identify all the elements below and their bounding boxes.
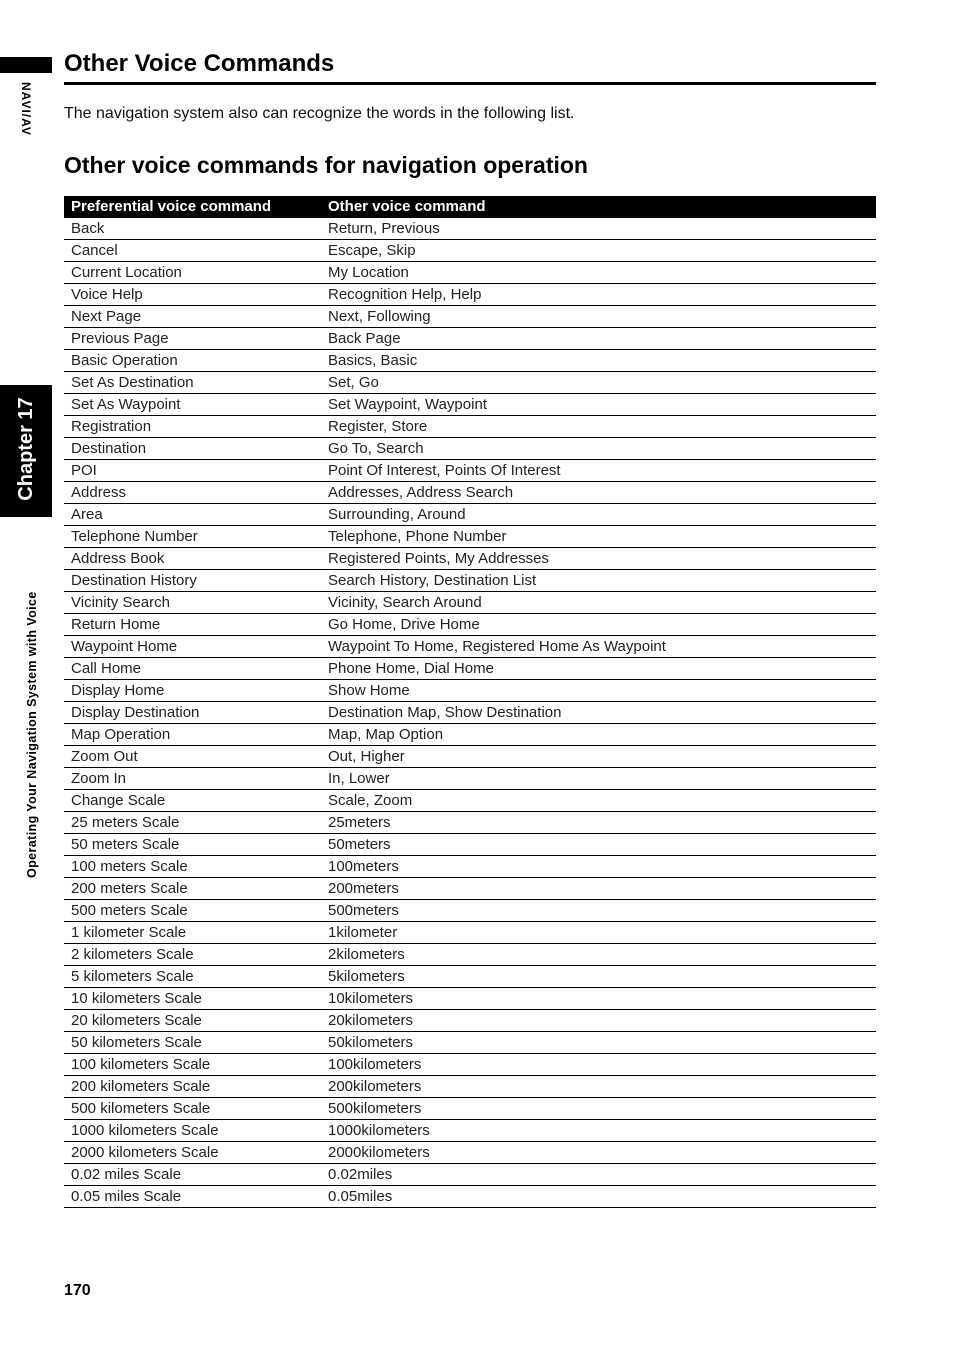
other-command-cell: 25meters [321, 812, 876, 834]
other-command-cell: Telephone, Phone Number [321, 526, 876, 548]
table-row [64, 372, 876, 394]
other-command-cell: 2kilometers [321, 944, 876, 966]
preferential-command-cell: Area [64, 504, 321, 526]
chapter-label: Chapter 17 [15, 397, 37, 501]
other-command-cell: 500meters [321, 900, 876, 922]
preferential-command-cell: 0.02 miles Scale [64, 1164, 321, 1186]
preferential-command-cell: 2 kilometers Scale [64, 944, 321, 966]
preferential-command-cell: Change Scale [64, 790, 321, 812]
other-command-cell: Waypoint To Home, Registered Home As Waypoint [321, 636, 876, 658]
preferential-command-cell: 200 meters Scale [64, 878, 321, 900]
table-row [64, 328, 876, 350]
preferential-command-cell: 200 kilometers Scale [64, 1076, 321, 1098]
table-row [64, 1142, 876, 1164]
page-title: Other Voice Commands [64, 48, 876, 85]
other-command-cell: 0.02miles [321, 1164, 876, 1186]
chapter-tab [0, 385, 52, 517]
preferential-command-cell: Current Location [64, 262, 321, 284]
other-command-cell: Escape, Skip [321, 240, 876, 262]
preferential-command-cell: Map Operation [64, 724, 321, 746]
other-command-cell: 5kilometers [321, 966, 876, 988]
other-command-cell: Return, Previous [321, 218, 876, 240]
preferential-command-cell: Address [64, 482, 321, 504]
table-row [64, 416, 876, 438]
table-row [64, 218, 876, 240]
preferential-command-cell: Next Page [64, 306, 321, 328]
other-command-cell: Go Home, Drive Home [321, 614, 876, 636]
other-command-cell: Next, Following [321, 306, 876, 328]
preferential-command-cell: Return Home [64, 614, 321, 636]
preferential-command-cell: 1 kilometer Scale [64, 922, 321, 944]
preferential-command-cell: Back [64, 218, 321, 240]
intro-text: The navigation system also can recognize the words in the following list. [64, 105, 575, 122]
preferential-command-cell: Zoom Out [64, 746, 321, 768]
table-row [64, 1164, 876, 1186]
table-row [64, 592, 876, 614]
table-row [64, 240, 876, 262]
other-command-cell: Phone Home, Dial Home [321, 658, 876, 680]
preferential-command-cell: POI [64, 460, 321, 482]
preferential-command-cell: Waypoint Home [64, 636, 321, 658]
table-row [64, 306, 876, 328]
table-row [64, 284, 876, 306]
preferential-command-cell: 25 meters Scale [64, 812, 321, 834]
other-command-cell: In, Lower [321, 768, 876, 790]
section-label: Operating Your Navigation System with Voice [25, 591, 39, 878]
preferential-command-cell: Zoom In [64, 768, 321, 790]
table-row [64, 856, 876, 878]
preferential-command-cell: Voice Help [64, 284, 321, 306]
other-command-cell: Recognition Help, Help [321, 284, 876, 306]
other-command-cell: Back Page [321, 328, 876, 350]
other-command-cell: 50meters [321, 834, 876, 856]
other-command-cell: Search History, Destination List [321, 570, 876, 592]
other-command-cell: 0.05miles [321, 1186, 876, 1208]
table-row [64, 1120, 876, 1142]
preferential-command-cell: 100 meters Scale [64, 856, 321, 878]
section-title: Other voice commands for navigation operation [64, 152, 588, 178]
table-row [64, 988, 876, 1010]
table-row [64, 768, 876, 790]
other-command-cell: 20kilometers [321, 1010, 876, 1032]
other-command-cell: Out, Higher [321, 746, 876, 768]
sidebar-navi-label: NAVI/AV [19, 82, 33, 136]
table-row [64, 482, 876, 504]
voice-commands-table [64, 196, 876, 1208]
other-command-cell: 1000kilometers [321, 1120, 876, 1142]
table-row [64, 636, 876, 658]
preferential-command-cell: 2000 kilometers Scale [64, 1142, 321, 1164]
table-row [64, 790, 876, 812]
other-command-cell: Addresses, Address Search [321, 482, 876, 504]
preferential-command-cell: 50 meters Scale [64, 834, 321, 856]
preferential-command-cell: 50 kilometers Scale [64, 1032, 321, 1054]
table-row [64, 460, 876, 482]
preferential-command-cell: Destination [64, 438, 321, 460]
preferential-command-cell: Call Home [64, 658, 321, 680]
other-command-cell: Go To, Search [321, 438, 876, 460]
table-row [64, 1076, 876, 1098]
other-command-cell: Vicinity, Search Around [321, 592, 876, 614]
preferential-command-cell: 500 meters Scale [64, 900, 321, 922]
table-row [64, 878, 876, 900]
table-row [64, 812, 876, 834]
other-command-cell: My Location [321, 262, 876, 284]
preferential-command-cell: 0.05 miles Scale [64, 1186, 321, 1208]
preferential-command-cell: 5 kilometers Scale [64, 966, 321, 988]
other-command-cell: Surrounding, Around [321, 504, 876, 526]
table-row [64, 262, 876, 284]
table-row [64, 570, 876, 592]
table-row [64, 834, 876, 856]
other-command-cell: Registered Points, My Addresses [321, 548, 876, 570]
table-row [64, 1098, 876, 1120]
table-row [64, 548, 876, 570]
preferential-command-cell: Set As Destination [64, 372, 321, 394]
other-command-cell: Destination Map, Show Destination [321, 702, 876, 724]
preferential-command-cell: Address Book [64, 548, 321, 570]
other-command-cell: 200kilometers [321, 1076, 876, 1098]
table-row [64, 1186, 876, 1208]
preferential-command-cell: Previous Page [64, 328, 321, 350]
table-row [64, 746, 876, 768]
preferential-command-cell: Display Destination [64, 702, 321, 724]
table-row [64, 680, 876, 702]
other-command-cell: 100kilometers [321, 1054, 876, 1076]
table-row [64, 1054, 876, 1076]
header-preferential: Preferential voice command [64, 196, 321, 218]
table-row [64, 900, 876, 922]
table-row [64, 1032, 876, 1054]
preferential-command-cell: Cancel [64, 240, 321, 262]
page-number: 170 [64, 1282, 91, 1299]
preferential-command-cell: Vicinity Search [64, 592, 321, 614]
table-row [64, 724, 876, 746]
preferential-command-cell: Display Home [64, 680, 321, 702]
table-row [64, 394, 876, 416]
preferential-command-cell: 10 kilometers Scale [64, 988, 321, 1010]
other-command-cell: Map, Map Option [321, 724, 876, 746]
preferential-command-cell: Destination History [64, 570, 321, 592]
preferential-command-cell: Basic Operation [64, 350, 321, 372]
sidebar-marker-bar [0, 57, 52, 73]
other-command-cell: Set Waypoint, Waypoint [321, 394, 876, 416]
table-row [64, 350, 876, 372]
other-command-cell: 1kilometer [321, 922, 876, 944]
other-command-cell: 100meters [321, 856, 876, 878]
other-command-cell: Show Home [321, 680, 876, 702]
other-command-cell: 2000kilometers [321, 1142, 876, 1164]
table-row [64, 614, 876, 636]
other-command-cell: Set, Go [321, 372, 876, 394]
other-command-cell: Point Of Interest, Points Of Interest [321, 460, 876, 482]
table-row [64, 702, 876, 724]
other-command-cell: 500kilometers [321, 1098, 876, 1120]
table-row [64, 1010, 876, 1032]
other-command-cell: Register, Store [321, 416, 876, 438]
preferential-command-cell: 20 kilometers Scale [64, 1010, 321, 1032]
preferential-command-cell: 500 kilometers Scale [64, 1098, 321, 1120]
preferential-command-cell: Telephone Number [64, 526, 321, 548]
table-row [64, 944, 876, 966]
table-row [64, 922, 876, 944]
preferential-command-cell: Set As Waypoint [64, 394, 321, 416]
other-command-cell: 200meters [321, 878, 876, 900]
preferential-command-cell: 100 kilometers Scale [64, 1054, 321, 1076]
table-row [64, 438, 876, 460]
preferential-command-cell: 1000 kilometers Scale [64, 1120, 321, 1142]
header-other: Other voice command [321, 196, 876, 218]
table-row [64, 504, 876, 526]
table-row [64, 658, 876, 680]
table-row [64, 526, 876, 548]
other-command-cell: 10kilometers [321, 988, 876, 1010]
table-row [64, 966, 876, 988]
table-header-row [64, 196, 876, 218]
preferential-command-cell: Registration [64, 416, 321, 438]
other-command-cell: 50kilometers [321, 1032, 876, 1054]
other-command-cell: Scale, Zoom [321, 790, 876, 812]
other-command-cell: Basics, Basic [321, 350, 876, 372]
